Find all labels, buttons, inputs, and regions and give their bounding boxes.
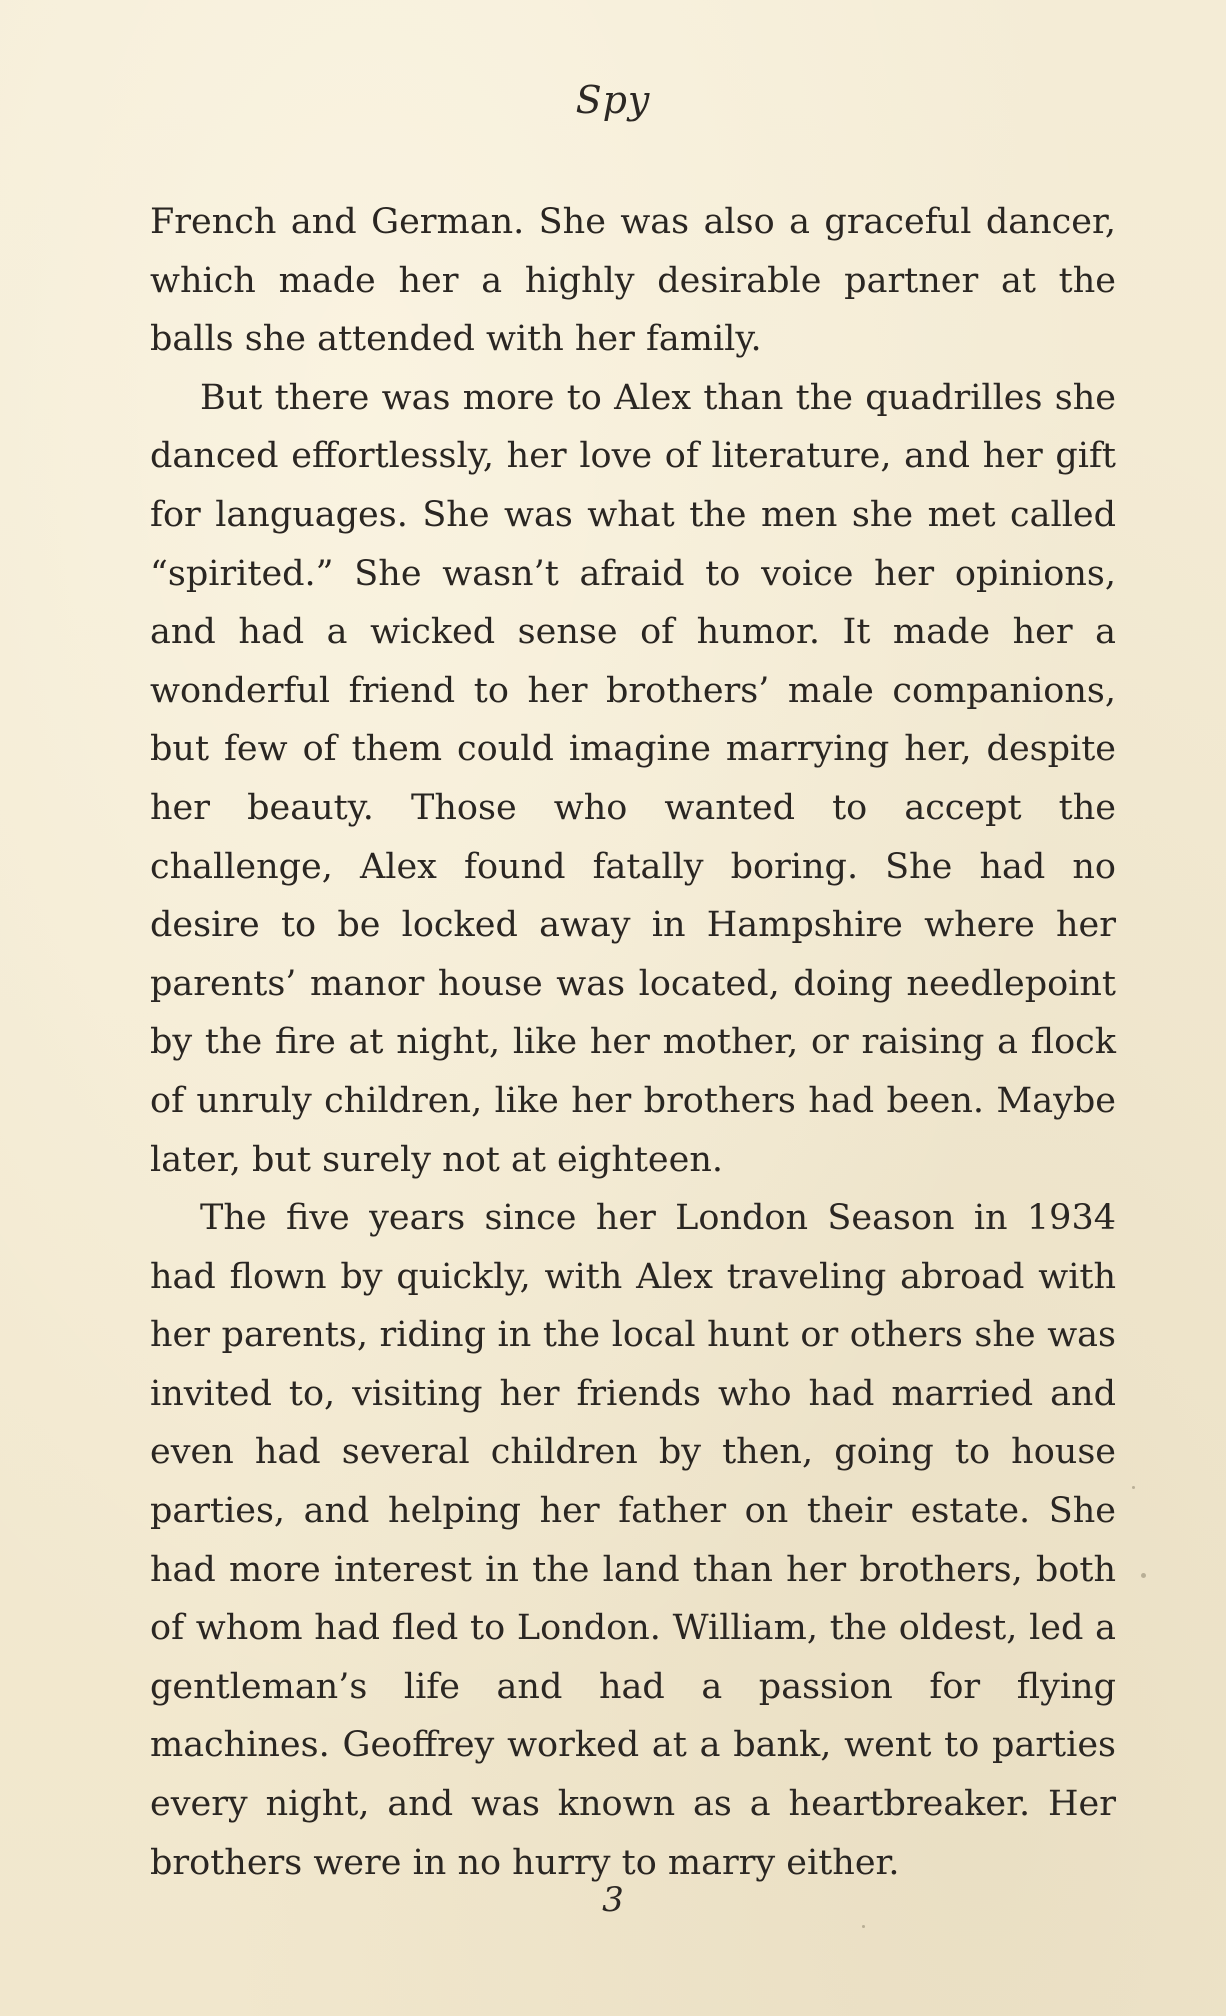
paragraph-3: The five years since her London Season in 1934 had flown by quickly, with Alex traveling abroad with her parents, riding in the local hunt or others she was invited to, visiting her friends who had married and even had several children by then, going to house parties, and helping her father on their estate. She had more interest in the land than her brothers, both of whom had fled to London. William, the oldest, led a gentleman’s life and had a passion for flying machines. Geoffrey worked at a bank, went to parties every night, and was known as a heartbreaker. Her brothers were in no hurry to marry either. [150,1198,1116,1883]
running-head: Spy [575,78,651,122]
body-text [150,193,1116,1892]
paper-speck [862,1925,865,1928]
paragraph-2: But there was more to Alex than the quadrilles she danced effortlessly, her love of literature, and her gift for languages. She was what the men she met called “spirited.” She wasn’t afraid to voice her opinions, and had a wicked sense of humor. It made her a wonderful friend to her brothers’ male companions, but few of them could imagine marrying her, despite her beauty. Those who wanted to accept the challenge, Alex found fatally boring. She had no desire to be locked away in Hampshire where her parents’ manor house was located, doing needlepoint by the fire at night, like her mother, or raising a flock of unruly children, like her brothers had been. Maybe later, but surely not at eighteen. [150,377,1116,1180]
page-number: 3 [602,1880,624,1920]
paper-speck [1132,1486,1135,1489]
paragraph-1: French and German. She was also a graceful dancer, which made her a highly desirable partner at the balls she attended with her family. [150,202,1116,360]
paper-speck [1141,1573,1146,1578]
